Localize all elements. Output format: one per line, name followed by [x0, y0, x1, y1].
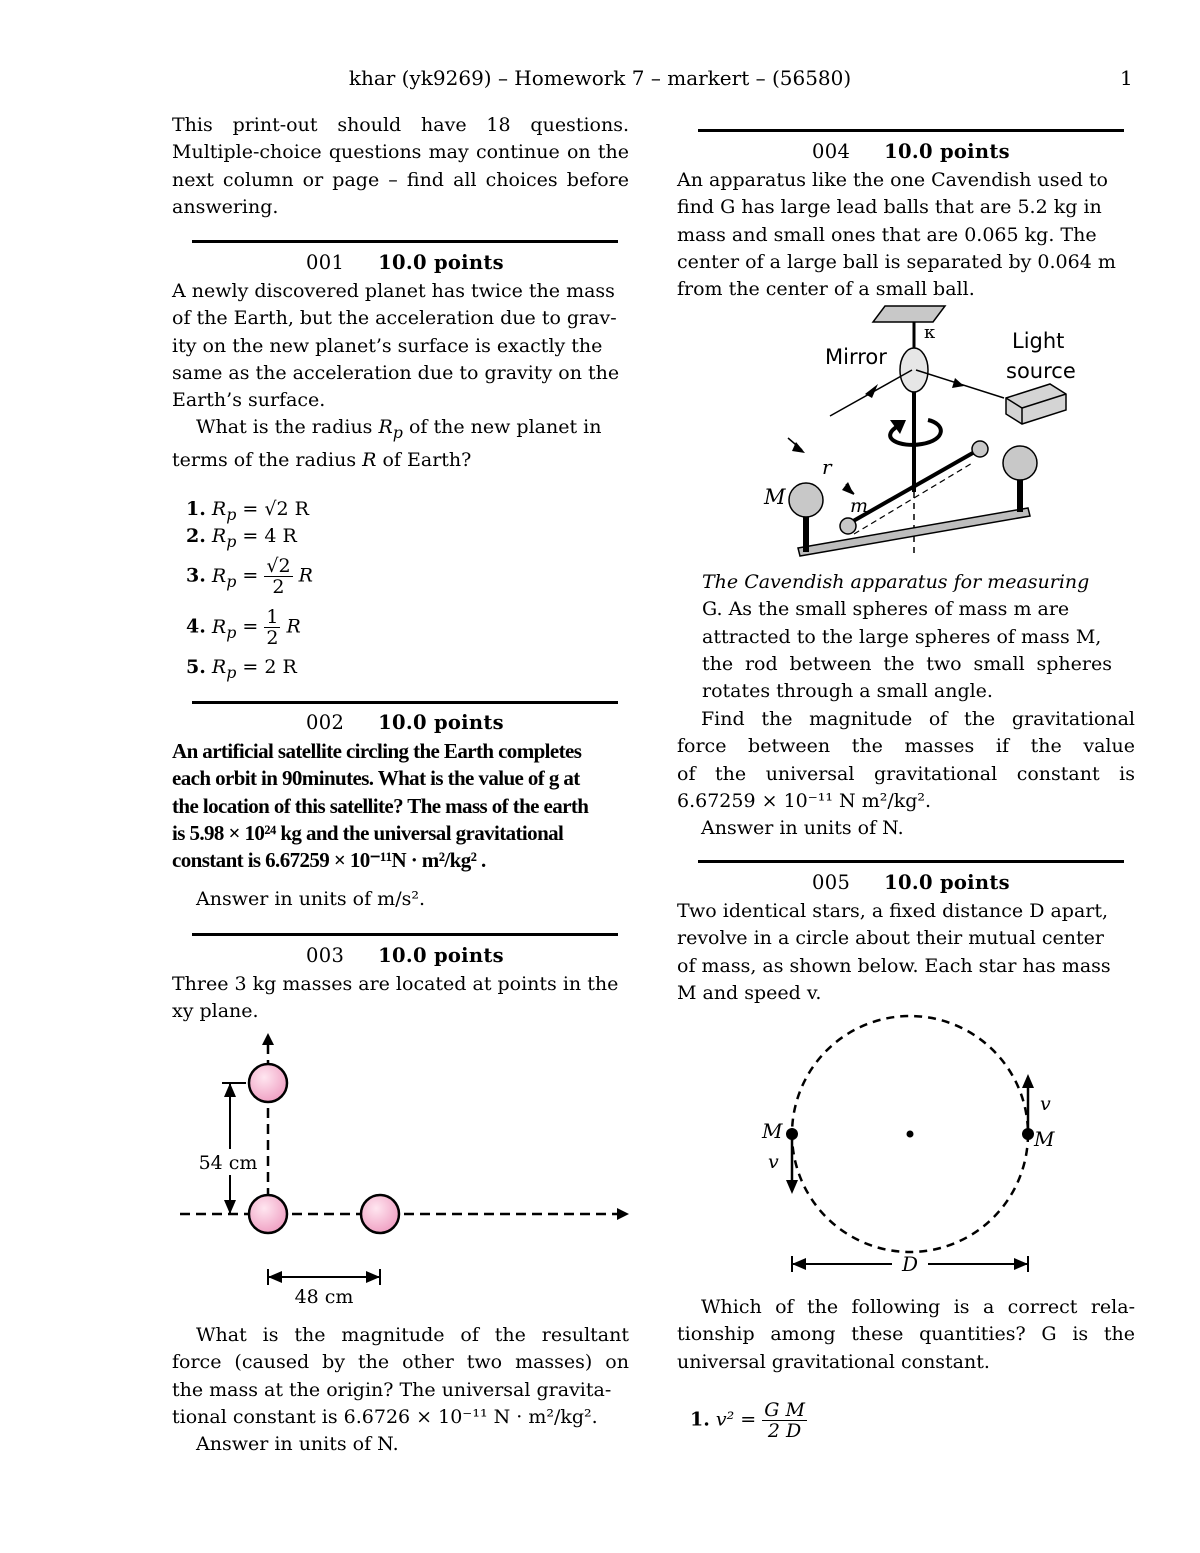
text-line: constant is 6.67259 × 10⁻¹¹N · m²/kg² . — [172, 848, 486, 873]
question-rule — [192, 701, 618, 704]
question-points: 10.0 points — [378, 251, 504, 274]
x-axis-arrowhead — [617, 1208, 629, 1220]
text-line: from the center of a small ball. — [677, 278, 975, 301]
question-heading-001 — [192, 251, 618, 274]
mass-origin — [249, 1195, 287, 1233]
question-prompt-004 — [677, 706, 1135, 842]
text-line: of the Earth, but the acceleration due to grav- — [172, 307, 617, 330]
choice-number: 1. — [690, 1408, 710, 1431]
ray-arrowhead — [952, 378, 964, 388]
binary-star-diagram — [750, 1008, 1070, 1288]
masses-diagram — [170, 1025, 640, 1315]
star-right-mass-label: M — [1034, 1127, 1055, 1151]
caption-line: rotates through a small angle. — [702, 680, 993, 703]
caption-line: the rod between the two small spheres — [702, 652, 1112, 675]
text-line: find G has large lead balls that are 5.2 kg in — [677, 196, 1102, 219]
choice-2[interactable] — [186, 523, 297, 555]
text-line: Find the magnitude of the gravitational — [701, 708, 1135, 730]
question-rule — [192, 240, 618, 243]
small-sphere — [840, 518, 856, 534]
cavendish-apparatus-diagram — [750, 298, 1080, 560]
question-points: 10.0 points — [378, 711, 504, 734]
text-line: force (caused by the other two masses) on — [172, 1351, 629, 1374]
prompt-text: of the new planet in — [408, 416, 602, 439]
answer-units: Answer in units of m/s². — [196, 888, 426, 910]
text-line: xy plane. — [172, 1000, 259, 1023]
var-R: R — [378, 416, 393, 439]
dimension-arrowhead — [366, 1271, 380, 1283]
text-line: Three 3 kg masses are located at points in the — [172, 973, 619, 995]
text-line: universal gravitational constant. — [677, 1350, 990, 1373]
question-prompt-005 — [677, 1294, 1135, 1376]
fraction-denominator: 2 D — [767, 1420, 802, 1442]
question-prompt-cont — [172, 447, 632, 474]
text-line: the mass at the origin? The universal gravita- — [172, 1378, 612, 1401]
question-number: 001 — [306, 251, 345, 274]
text-line: of mass, as shown below. Each star has mass — [677, 954, 1111, 977]
center-of-mass — [907, 1131, 914, 1138]
large-mass-label: M — [764, 485, 786, 509]
answer-units: Answer in units of N. — [701, 817, 904, 840]
text-line: of the universal gravitational constant is — [677, 762, 1135, 785]
distance-label: D — [901, 1252, 919, 1276]
question-rule — [698, 860, 1124, 863]
choice-number: 4. — [186, 615, 206, 638]
question-heading-003 — [192, 944, 618, 967]
caption-line: attracted to the large spheres of mass M, — [702, 625, 1102, 648]
caption-line: G. As the small spheres of mass m are — [702, 598, 1070, 621]
text-line: revolve in a circle about their mutual center — [677, 927, 1104, 950]
text-line: the location of this satellite? The mass of the earth — [172, 793, 589, 818]
choice-var: $R_p$ — [211, 615, 237, 642]
choice-expr: = √2 R — [242, 498, 309, 520]
velocity-left-label: v — [768, 1151, 779, 1173]
small-sphere — [972, 441, 988, 457]
caption-line: The Cavendish apparatus for measuring — [702, 571, 1090, 593]
fraction — [264, 556, 292, 597]
star-left-mass-label: M — [762, 1119, 783, 1143]
choice-var: $R_p$ — [211, 498, 237, 524]
choice-4[interactable]: 4. $R_p$ = $\frac{1}{2}$ R — [186, 606, 301, 649]
choice-var: $R_p$ — [211, 525, 237, 551]
choice-number: 5. — [186, 656, 206, 678]
small-mass-label: m — [850, 495, 869, 517]
choice-number: 3. — [186, 564, 206, 587]
answer-units: Answer in units of N. — [196, 1433, 399, 1456]
fraction — [264, 607, 280, 648]
question-body-001 — [172, 278, 632, 474]
large-sphere — [1003, 446, 1037, 480]
var-R: R — [362, 448, 377, 471]
text-line: mass and small ones that are 0.065 kg. The — [677, 223, 1097, 246]
question-points: 10.0 points — [884, 871, 1010, 894]
y-axis-arrowhead — [262, 1033, 274, 1045]
question-number: 003 — [306, 944, 345, 967]
question-heading-002 — [192, 711, 618, 734]
var-p: p — [392, 423, 403, 443]
mirror-label: Mirror — [825, 345, 887, 369]
kappa-label: κ — [924, 322, 936, 343]
dimension-arrowhead — [268, 1271, 282, 1283]
dimension-arrowhead — [224, 1083, 236, 1097]
choice-var: $R_p$ — [211, 656, 237, 682]
text-line: force between the masses if the value — [677, 735, 1135, 758]
velocity-right-label: v — [1040, 1093, 1051, 1115]
arrowhead — [786, 1180, 798, 1194]
large-sphere — [789, 483, 823, 517]
mass-top — [249, 1064, 287, 1102]
question-body-005 — [677, 898, 1147, 1007]
text-line: each orbit in 90minutes. What is the value of g at — [172, 766, 580, 791]
question-prompt-003 — [172, 1322, 629, 1458]
choice-expr: = 4 R — [242, 525, 297, 547]
figure-caption — [702, 569, 1112, 705]
page-number: 1 — [1120, 66, 1133, 90]
prompt-text: terms of the radius — [172, 448, 357, 471]
choice-var: $R_p$ — [211, 564, 237, 591]
choice-5[interactable] — [186, 654, 297, 686]
ceiling-mount — [873, 306, 945, 322]
text-line: ity on the new planet’s surface is exactly the — [172, 334, 603, 357]
text-line: is 5.98 × 10²⁴ kg and the universal gravitational — [172, 820, 564, 845]
fraction-numerator: 1 — [266, 606, 279, 628]
fraction — [762, 1400, 807, 1441]
question-points: 10.0 points — [884, 140, 1010, 163]
question-body-003 — [172, 971, 632, 1026]
vertical-distance-label: 54 cm — [198, 1152, 258, 1174]
text-line: M and speed v. — [677, 981, 822, 1004]
text-line: tionship among these quantities? G is the — [677, 1323, 1135, 1346]
text-line: 6.67259 × 10⁻¹¹ N m²/kg². — [677, 789, 932, 812]
horizontal-distance-label: 48 cm — [294, 1286, 354, 1308]
choice-number: 1. — [186, 498, 206, 520]
fraction-numerator: √2 — [266, 555, 291, 577]
page-header: khar (yk9269) – Homework 7 – markert – (56580) — [348, 66, 852, 90]
text-line: Two identical stars, a fixed distance D apart, — [677, 900, 1109, 922]
mass-right — [361, 1195, 399, 1233]
dimension-arrowhead — [224, 1200, 236, 1214]
arrowhead — [1022, 1074, 1034, 1088]
r-label: r — [822, 455, 832, 479]
text-line: center of a large ball is separated by 0.064 m — [677, 250, 1116, 273]
question-body-002 — [172, 738, 652, 874]
question-heading-004 — [698, 140, 1124, 163]
fraction-numerator: G M — [764, 1399, 805, 1421]
text-line: What is the magnitude of the resultant — [196, 1324, 629, 1346]
question-heading-005 — [698, 871, 1124, 894]
text-line: Which of the following is a correct rela- — [701, 1296, 1135, 1318]
question-points: 10.0 points — [378, 944, 504, 967]
text-line: tional constant is 6.6726 × 10⁻¹¹ N · m²/kg². — [172, 1405, 598, 1428]
choice-3[interactable]: 3. $R_p$ = $\frac{√2}{2}$ R — [186, 555, 313, 598]
star-right — [1022, 1128, 1034, 1140]
choice-1[interactable] — [690, 1400, 807, 1441]
intro-paragraph: This print-out should have 18 questions. Multiple-choice questions may continue on the next column or page – find all choices before answering. — [172, 114, 629, 218]
question-rule — [192, 933, 618, 936]
light-label-line1: Light — [1012, 329, 1065, 353]
prompt-text: of Earth? — [382, 448, 472, 471]
choice-expr: = 2 R — [242, 656, 297, 678]
text-line: same as the acceleration due to gravity on the — [172, 361, 620, 384]
prompt-text: What is the radius — [196, 416, 373, 439]
question-prompt — [172, 414, 632, 446]
text-line: A newly discovered planet has twice the mass — [172, 280, 615, 302]
text-line: Earth’s surface. — [172, 389, 326, 412]
mirror — [900, 348, 928, 392]
text-line: An apparatus like the one Cavendish used to — [677, 169, 1108, 191]
question-rule — [698, 129, 1124, 132]
light-label-line2: source — [1006, 359, 1076, 383]
text-line: An artificial satellite circling the Earth completes — [172, 739, 582, 763]
question-body-004 — [677, 167, 1147, 303]
choice-lhs: v² = — [715, 1408, 757, 1431]
question-number: 004 — [812, 140, 851, 163]
question-number: 005 — [812, 871, 851, 894]
fraction-denominator: 2 — [272, 576, 285, 598]
question-number: 002 — [306, 711, 345, 734]
fraction-denominator: 2 — [266, 627, 279, 649]
star-left — [786, 1128, 798, 1140]
choice-number: 2. — [186, 525, 206, 547]
